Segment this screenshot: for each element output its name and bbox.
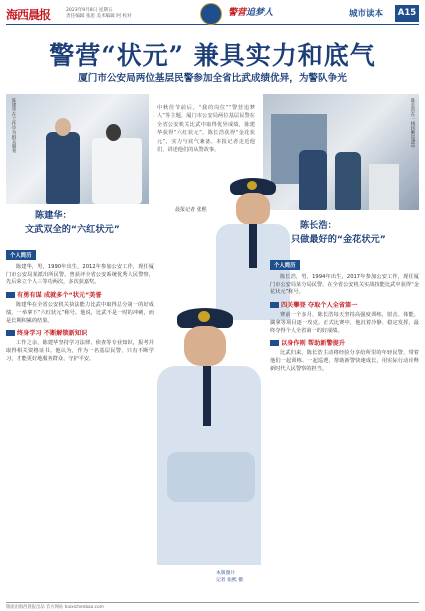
left-article-column: [6, 242, 154, 366]
bystander-figure: [369, 164, 399, 210]
article-paragraph: 陈建华在全省公安机关执法能力比武中取得总分第一的好成绩，一举拿下“六红状元”称号。他说，比武不是一时的冲刺，而是长期积累的结果。: [6, 302, 154, 324]
officer-figure-2: [335, 152, 361, 210]
brand-part-b: 追梦人: [246, 8, 274, 18]
police-badge-icon: [200, 3, 222, 25]
citizen-figure: [92, 138, 142, 204]
profile-text: 陈建华，男，1990年出生，2012年参加公安工作，现任厦门市公安局某派出所民警。曾获评全省公安系统优秀人民警察，先后荣立个人三等功两次，多次获嘉奖。: [6, 264, 154, 286]
dateline: [66, 8, 186, 20]
officer-face: [236, 193, 270, 225]
intro-paragraph: 中秋佳节前后，“我的岗位”“警营追梦人”等主题，厦门市公安局两位基层民警在全省公安机关比武中取得优异成绩，陈建华获得“六红状元”，陈长浩获得“金花状元”，实力与底气兼备。本报记者走近他们，讲述他们的从警故事。: [157, 105, 255, 154]
page-number: A15: [395, 5, 419, 22]
credit-line-1: 本版图片: [216, 571, 236, 576]
section-name: 城市读本: [349, 9, 384, 19]
profile-tag: 个人简历: [6, 250, 36, 260]
editor-credits: 责任编辑 张思 美术编辑 阿 校对: [66, 14, 132, 19]
citizen-head: [106, 124, 121, 141]
photo-chen-jianhua: [6, 94, 149, 204]
brand-part-a: 警营: [228, 8, 247, 18]
officer-portrait-bottom: [153, 302, 268, 565]
subheadline: 厦门市公安局两位基层民警参加全省比武成绩优异，为警队争光: [78, 73, 347, 84]
subheading: 四关攀登 夺取个人全省第一: [270, 300, 419, 309]
left-person-title: 文武双全的“六红状元”: [25, 224, 120, 235]
uniform-tie: [249, 224, 257, 268]
page-footer: 版面由海西晨报出品 官方网站 haixichenbao.com: [6, 602, 419, 610]
uniform-tie: [203, 366, 211, 426]
newspaper-logo: 海西晨报: [6, 8, 51, 22]
subheading: 终身学习 不断解锁新知识: [6, 328, 154, 337]
right-person-title: 只做最好的“金花状元”: [291, 234, 386, 245]
right-article-column: [270, 252, 419, 376]
article-paragraph: 工作之余，陈建华坚持学习法律、侦查等专业知识，报考并取得相关资格证书。他认为，作为一名基层民警，只有不断学习，才能更好地服务群众、守护平安。: [6, 340, 154, 362]
credit-line-2: 记者 张熙 摄: [216, 578, 244, 583]
date-text: 2023年9月8日 星期五: [66, 8, 113, 13]
article-paragraph: 比武归来，陈长浩主动将经验分享给所里的年轻民警，带着他们一起训练、一起巡逻，帮助新警快速成长，用实际行动诠释新时代人民警察的担当。: [270, 350, 419, 372]
masthead: [6, 5, 419, 25]
photo-caption-right: 陈长浩在一线执勤巡逻中: [410, 98, 415, 149]
photo-caption-left: 陈建华在工作中为群众服务: [11, 98, 16, 154]
headline: 警营“状元” 兼具实力和底气: [49, 41, 376, 70]
officer-figure-1: [299, 150, 327, 210]
right-person-name: 陈长浩：: [300, 220, 337, 231]
bottom-photo-credit: [216, 570, 276, 584]
officer-head: [55, 118, 71, 136]
officer-face: [184, 326, 226, 366]
crossed-arms: [167, 452, 255, 502]
photo-credit: 晨报记者 张熙: [175, 207, 207, 213]
officer-figure: [46, 132, 80, 204]
left-person-name: 陈建华：: [35, 210, 72, 221]
subheading: 以身作则 帮助新警提升: [270, 338, 419, 347]
cap-badge-icon: [198, 311, 210, 322]
cap-badge-icon: [247, 181, 257, 190]
column-brand: [228, 5, 273, 18]
profile-text: 陈长浩，男，1994年出生，2017年参加公安工作，现任厦门市公安局某分局民警。在全省公安机关实战技能比武中获得“金花状元”称号。: [270, 274, 419, 296]
subheading: 有勇有谋 成就多个“状元”美誉: [6, 290, 154, 299]
article-paragraph: 赛前一个多月，陈长浩每天坚持高强度训练，射击、体能、擒拿等项目逐一攻克。正式比赛中，他沉着冷静、稳定发挥，最终夺得个人全省第一的好成绩。: [270, 312, 419, 334]
profile-tag: 个人简历: [270, 260, 300, 270]
